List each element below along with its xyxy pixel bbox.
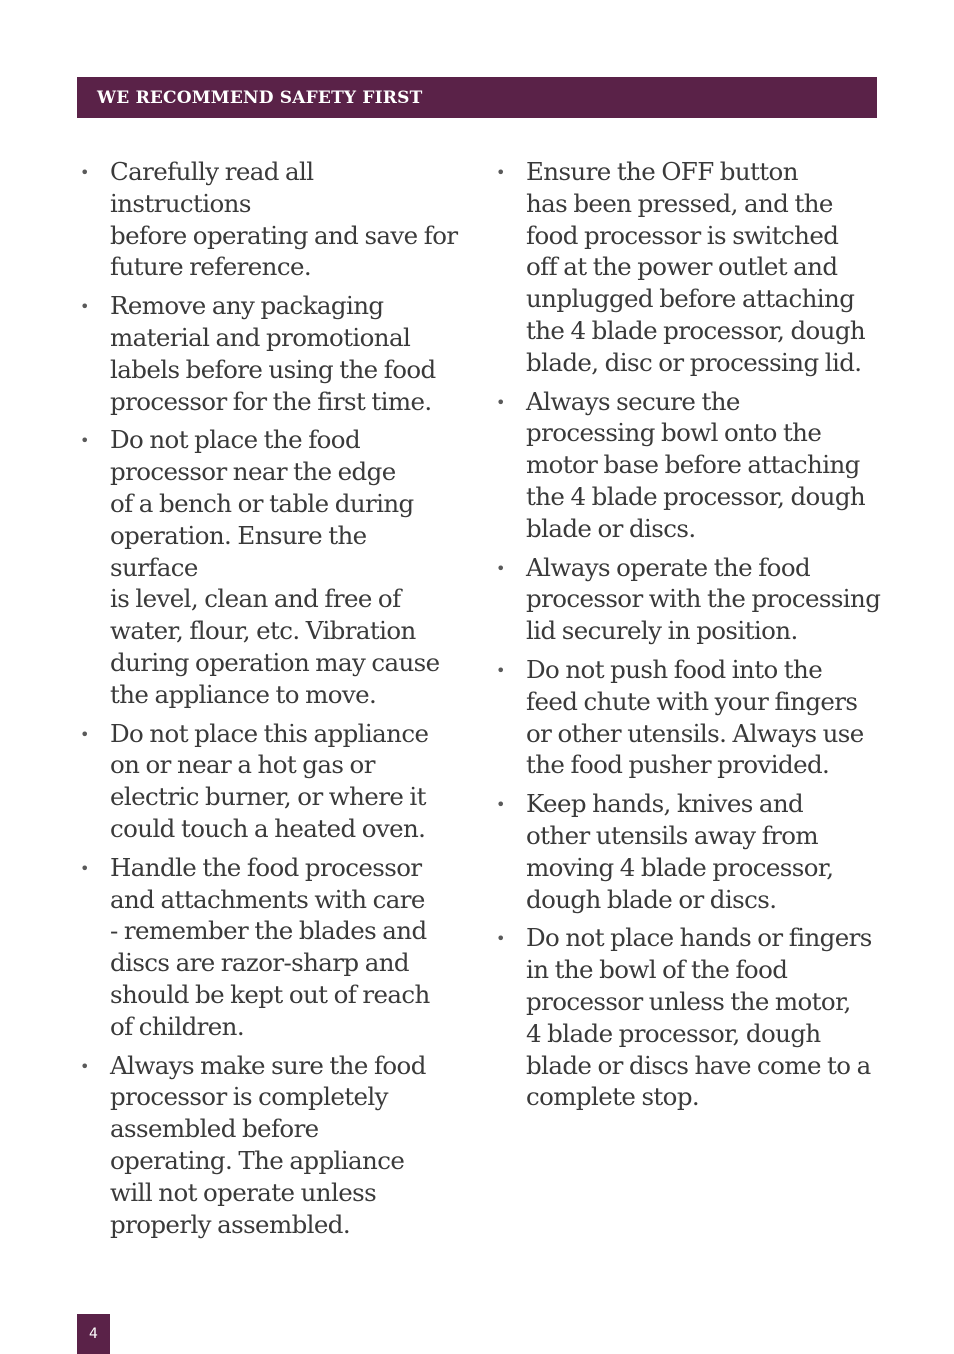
list-item-text: Do not place this appliance on or near a hot gas or electric burner, or where it could touch a heated oven.	[110, 718, 429, 843]
list-item	[80, 718, 460, 845]
list-item	[496, 654, 881, 781]
bullet-icon: •	[496, 392, 506, 412]
bullet-icon: •	[80, 724, 90, 744]
list-item-text: Keep hands, knives and other utensils away from moving 4 blade processor, dough blade or discs.	[526, 789, 834, 914]
page-number-badge	[77, 1314, 110, 1354]
list-item-text: Do not place hands or fingers in the bowl of the food processor unless the motor, 4 blade processor, dough blade or discs have come to a complete stop.	[526, 923, 872, 1112]
section-title: WE RECOMMEND SAFETY FIRST	[97, 87, 423, 108]
list-item	[80, 156, 460, 283]
bullet-icon: •	[496, 163, 506, 182]
bullet-icon: •	[496, 660, 506, 680]
bullet-icon: •	[80, 858, 90, 878]
list-item-text: Always secure the processing bowl onto the motor base before attaching the 4 blade processor, dough blade or discs.	[526, 386, 866, 543]
list-item-text: Carefully read all instructions before operating and save for future reference.	[110, 157, 458, 282]
section-header-bar	[77, 77, 877, 118]
list-item	[80, 424, 460, 710]
list-item	[496, 552, 881, 647]
bullet-icon: •	[496, 929, 506, 949]
list-item	[496, 386, 881, 545]
bullet-icon: •	[80, 431, 90, 451]
page-number: 4	[89, 1326, 98, 1342]
bullet-icon: •	[80, 1056, 90, 1076]
bullet-icon: •	[80, 297, 90, 317]
bullet-icon: •	[496, 795, 506, 815]
safety-list-left	[80, 156, 460, 1247]
list-item-text: Ensure the OFF button has been pressed, and the food processor is switched off at the power outlet and unplugged before attaching the 4 blade processor, dough blade, disc or processing lid.	[526, 157, 866, 377]
list-item-text: Always make sure the food processor is completely assembled before operating. The appliance will not operate unless properly assembled.	[110, 1050, 426, 1239]
list-item-text: Always operate the food processor with the processing lid securely in position.	[526, 552, 881, 646]
list-item	[80, 1050, 460, 1241]
safety-list-right	[496, 156, 881, 1120]
bullet-icon: •	[80, 163, 90, 182]
list-item	[496, 788, 881, 915]
bullet-icon: •	[496, 558, 506, 578]
list-item-text: Do not push food into the feed chute with your fingers or other utensils. Always use the food pusher provided.	[526, 654, 864, 780]
list-item-text: Remove any packaging material and promotional labels before using the food processor for the first time.	[110, 291, 436, 416]
list-item	[496, 922, 881, 1113]
list-item	[80, 852, 460, 1043]
list-item-text: Do not place the food processor near the edge of a bench or table during operation. Ensure the surface is level, clean and free of water, flour, etc. Vibration during operation may cause the appliance to move.	[110, 425, 440, 709]
list-item	[80, 290, 460, 417]
list-item-text: Handle the food processor and attachments with care - remember the blades and discs are razor-sharp and should be kept out of reach of children.	[110, 852, 430, 1041]
list-item	[496, 156, 881, 379]
